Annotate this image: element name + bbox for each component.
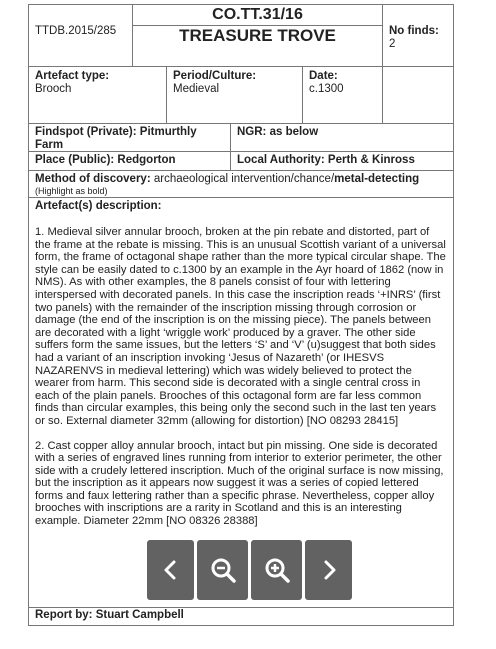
empty-cell [383, 67, 453, 123]
finds-label: No finds: [389, 25, 439, 37]
previous-page-button[interactable] [147, 540, 194, 600]
date-label: Date: [309, 70, 338, 82]
artefact-type-label: Artefact type: [35, 70, 110, 82]
zoom-out-icon [209, 556, 237, 584]
discovery-selected: metal-detecting [334, 173, 420, 185]
zoom-in-icon [263, 556, 291, 584]
reference-code: CO.TT.31/16 [133, 5, 382, 26]
chevron-left-icon [160, 559, 182, 581]
case-number [29, 5, 133, 66]
findspot-row [29, 124, 453, 152]
header-row [29, 5, 453, 67]
next-page-button[interactable] [305, 540, 352, 600]
period-label: Period/Culture: [173, 70, 257, 82]
finds-value: 2 [389, 38, 396, 50]
discovery-row [29, 171, 453, 198]
period-value: Medieval [173, 83, 220, 95]
treasure-trove-form [28, 4, 454, 626]
date-value: c.1300 [309, 83, 344, 95]
description-paragraph-1: 1. Medieval silver annular brooch, broken at the pin rebate and distorted, part of the frame at the rebate is missing. This is an unusual Scottish variant of a universal form, the frame of octagonal shape rather than the more typical circular shape. The style can be easily dated to c.1300 by an example in the Ayr hoard of 1862 (now in NMS). As with other examples, the 8 panels consist of four with lettering interspersed with decorated panels. In this case the inscription reads ‘+INRS’ (first two panels) with the remainder of the inscription missing through corrosion or damage (the end of the inscription is on the missing piece). The panels between are decorated with a light ‘wriggle work’ produced by a graver. The other side suffers form the same issues, but the letters ‘S’ and ‘V’ (u)suggest that both sides had a variant of an inscription invoking ‘Jesus of Nazareth’ (or IHESVS NAZARENVS in medieval lettering) which was widely believed to protect the wearer from harm. This second side is decorated with a single central cross in each of the plain panels. Brooches of this octagonal form are far less common finds than circular examples, this being only the second such in the last ten years or so. External diameter 32mm (allowing for distortion) [NO 08293 28415] [35, 226, 446, 427]
discovery-label: Method of discovery: [35, 173, 151, 185]
page-title: TREASURE TROVE [179, 26, 336, 45]
findspot: Findspot (Private): Pitmurthly Farm [29, 124, 231, 151]
discovery-note: (Highlight as bold) [35, 186, 108, 196]
discovery-method [35, 173, 447, 186]
artefact-row [29, 67, 453, 124]
case-number-text: TTDB.2015/285 [35, 25, 117, 37]
date [303, 67, 383, 123]
zoom-out-button[interactable] [197, 540, 248, 600]
local-authority: Local Authority: Perth & Kinross [237, 154, 415, 166]
discovery-options: archaeological intervention/chance/ [153, 173, 335, 185]
finds-count [383, 5, 453, 66]
artefact-type [29, 67, 167, 123]
footer-row [29, 608, 453, 625]
description-heading: Artefact(s) description: [35, 200, 162, 212]
ngr: NGR: as below [237, 126, 319, 138]
description-paragraph-2: 2. Cast copper alloy annular brooch, intact but pin missing. One side is decorated with a series of engraved lines running from interior to exterior perimeter, the other side with a crudely lettered inscription. Much of the original surface is now missing, but the inscription as it appears now suggest it was a series of copied lettered forms and faux lettering rather than a specific phrase. Nevertheless, copper alloy brooches with inscriptions are a rarity in Scotland and this is an interesting example. Diameter 22mm [NO 08326 28388] [35, 439, 444, 528]
viewer-controls [147, 540, 352, 600]
place-row [29, 152, 453, 171]
report-by: Report by: Stuart Campbell [35, 609, 184, 621]
artefact-type-value: Brooch [35, 83, 72, 95]
chevron-right-icon [318, 559, 340, 581]
title-block [133, 5, 383, 66]
place: Place (Public): Redgorton [29, 152, 231, 170]
period-culture [167, 67, 303, 123]
zoom-in-button[interactable] [251, 540, 302, 600]
